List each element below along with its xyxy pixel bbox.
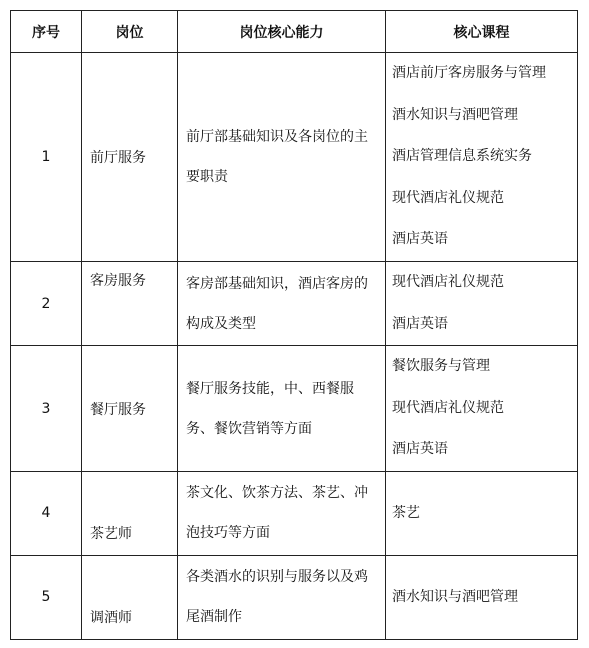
row-courses	[386, 471, 578, 555]
row-position: 前厅服务	[82, 53, 178, 262]
row-courses	[386, 262, 578, 346]
row-index: 2	[11, 262, 82, 346]
row-position: 餐厅服务	[82, 346, 178, 472]
header-courses: 核心课程	[386, 11, 578, 53]
table-row	[11, 262, 578, 346]
course-item: 现代酒店礼仪规范	[392, 189, 504, 206]
row-index: 1	[11, 53, 82, 262]
row-courses	[386, 53, 578, 262]
course-item: 现代酒店礼仪规范	[392, 399, 504, 416]
table-header-row	[11, 11, 578, 53]
course-item: 酒店英语	[392, 441, 448, 458]
course-item: 酒店前厅客房服务与管理	[392, 65, 546, 82]
curriculum-table	[10, 10, 578, 640]
row-capability: 各类酒水的识别与服务以及鸡尾酒制作	[178, 555, 386, 639]
header-position: 岗位	[82, 11, 178, 53]
table-row	[11, 555, 578, 639]
row-position: 调酒师	[82, 555, 178, 639]
header-index: 序号	[11, 11, 82, 53]
table-row	[11, 471, 578, 555]
course-item: 酒店管理信息系统实务	[392, 148, 532, 165]
course-item: 餐饮服务与管理	[392, 358, 490, 375]
row-capability: 餐厅服务技能，中、西餐服务、餐饮营销等方面	[178, 346, 386, 472]
course-item: 酒水知识与酒吧管理	[392, 106, 518, 123]
row-capability: 客房部基础知识，酒店客房的构成及类型	[178, 262, 386, 346]
row-index: 5	[11, 555, 82, 639]
course-item: 酒店英语	[392, 231, 448, 248]
row-capability: 茶文化、饮茶方法、茶艺、冲泡技巧等方面	[178, 471, 386, 555]
course-item: 酒店英语	[392, 315, 448, 332]
table-row	[11, 53, 578, 262]
curriculum-table-container	[10, 10, 577, 637]
row-capability: 前厅部基础知识及各岗位的主要职责	[178, 53, 386, 262]
row-index: 4	[11, 471, 82, 555]
row-position: 客房服务	[82, 262, 178, 346]
course-item: 现代酒店礼仪规范	[392, 274, 504, 290]
row-position: 茶艺师	[82, 471, 178, 555]
table-row	[11, 346, 578, 472]
row-courses	[386, 346, 578, 472]
course-item: 酒水知识与酒吧管理	[392, 588, 518, 605]
row-courses	[386, 555, 578, 639]
course-item: 茶艺	[392, 504, 420, 521]
row-index: 3	[11, 346, 82, 472]
header-capability: 岗位核心能力	[178, 11, 386, 53]
